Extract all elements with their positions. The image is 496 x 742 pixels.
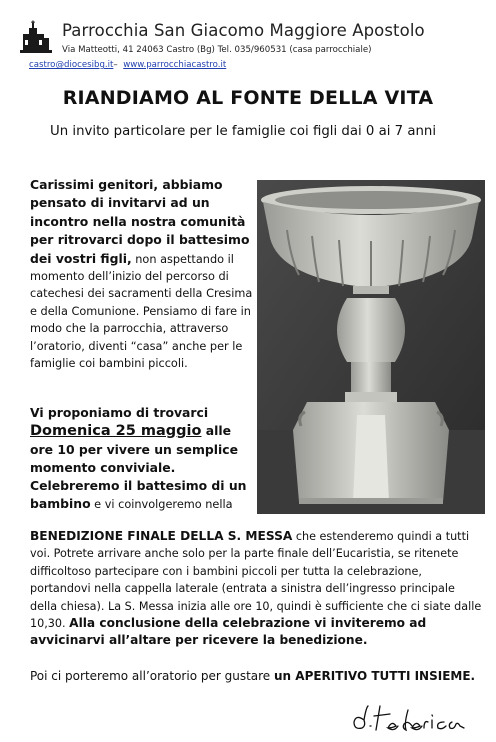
aperitivo-highlight: un APERITIVO TUTTI INSIEME. [274,669,476,683]
aperitivo-text: Poi ci porteremo all’oratorio per gustare [30,669,275,683]
contact-line [29,60,226,70]
paragraph-blessing [30,528,482,650]
signature [348,700,468,740]
contact-separator: – [113,60,118,70]
blessing-text: che estenderemo quindi a tutti voi. Potrete arrivare anche solo per la parte finale dell’Eucaristia, se ritenete difficoltoso partecipare con i bambini piccoli per tutta la celebrazione, portandovi nella cappella laterale (entrata a sinistra dell’ingresso principale della chiesa). La S. Messa inizia alle ore 10, quindi è sufficiente che ci siate dalle 10,30. [30,530,482,631]
parish-address: Via Matteotti, 41 24063 Castro (Bg) Tel. 035/960531 (casa parrocchiale) [62,45,372,55]
blessing-heading: BENEDIZIONE FINALE DELLA S. MESSA [30,529,293,543]
paragraph-aperitivo [30,667,482,686]
baptismal-font-photo [257,180,485,514]
proposal-details: alle ore 10 per vivere un semplice momento conviviale. Celebreremo il battesimo di un bambino [30,422,247,511]
paragraph-proposal [30,404,258,513]
page-subtitle: Un invito particolare per le famiglie coi figli dai 0 ai 7 anni [50,124,437,139]
proposal-lead: Vi proponiamo di trovarci [30,405,209,420]
blessing-conclusion: Alla conclusione della celebrazione vi inviteremo ad avvicinarvi all’altare per ricevere la benedizione. [30,616,427,648]
paragraph-invitation [30,176,254,372]
parish-logo [20,20,52,54]
event-date: Domenica 25 maggio [30,422,202,439]
parish-name: Parrocchia San Giacomo Maggiore Apostolo [62,21,425,40]
website-link[interactable]: www.parrocchiacastro.it [123,60,227,70]
page-title: RIANDIAMO AL FONTE DELLA VITA [62,87,434,109]
email-link[interactable]: castro@diocesibg.it [29,60,114,70]
paragraph-invitation-text: non aspettando il momento dell’inizio del percorso di catechesi dei sacramenti della Cresima e della Comunione. Pensiamo di fare in modo che la parrocchia, attraverso l’oratorio, diventi “casa” anche per le famiglie coi bambini piccoli. [30,252,253,371]
proposal-text: e vi coinvolgeremo nella [90,497,233,511]
paragraph-invitation-lead: Carissimi genitori, abbiamo pensato di invitarvi ad un incontro nella nostra comunità per ritrovarci dopo il battesimo dei vostri figli, [30,177,250,266]
